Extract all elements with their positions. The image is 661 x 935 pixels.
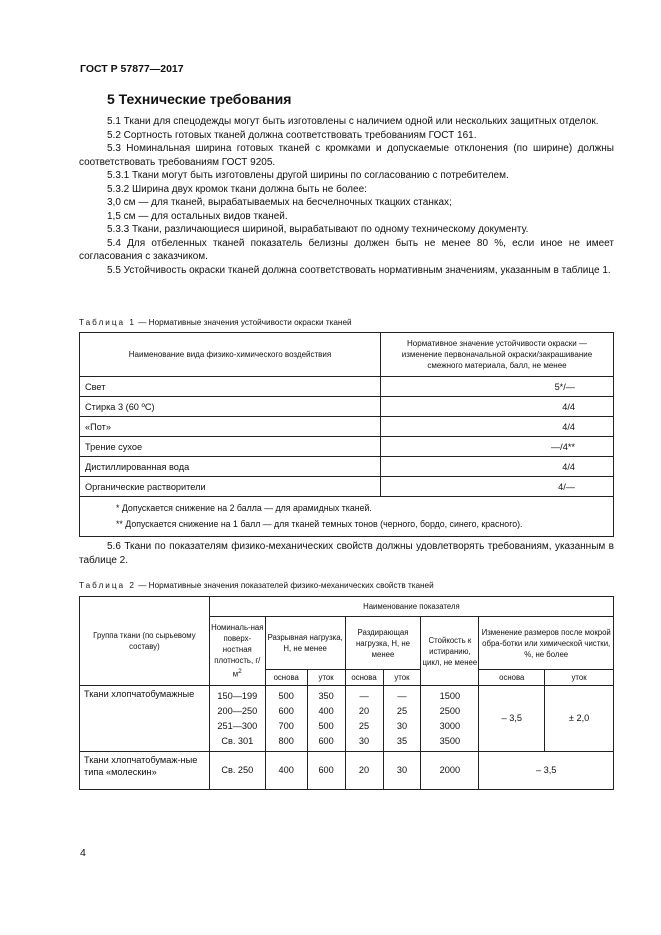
table1-cell-name: Трение сухое bbox=[80, 437, 381, 457]
paragraph-5-4: 5.4 Для отбеленных тканей показатель белизны должен быть не менее 80 %, если иное не имеет согласования с заказчиком. bbox=[79, 237, 614, 262]
cell-value: 30 bbox=[358, 735, 370, 746]
table-row bbox=[80, 477, 614, 497]
paragraph-5-5: 5.5 Устойчивость окраски тканей должна соответствовать нормативным значениям, указанным в таблице 1. bbox=[107, 264, 611, 276]
table1-caption-text: — Нормативные значения устойчивости окраски тканей bbox=[135, 318, 352, 327]
subheader-warp: основа bbox=[345, 670, 383, 686]
table1-cell-value: 4/4 bbox=[381, 457, 614, 477]
table2-header-dimension: Изменение размеров после мокрой обра-ботки или химической чистки, %, не более bbox=[479, 617, 614, 670]
table1-cell-value: —/4** bbox=[381, 437, 614, 457]
subheader-weft: уток bbox=[545, 670, 614, 686]
table2-cell-break-weft bbox=[307, 686, 345, 752]
cell-value: 2500 bbox=[439, 705, 461, 716]
subheader-warp: основа bbox=[265, 670, 307, 686]
table2-cell-dim: – 3,5 bbox=[479, 752, 614, 790]
table1-cell-value: 4/4 bbox=[381, 397, 614, 417]
table-row bbox=[80, 686, 614, 752]
requirements-text bbox=[79, 115, 614, 277]
cell-value: — bbox=[397, 690, 407, 701]
table1-cell-value: 4/4 bbox=[381, 417, 614, 437]
paragraph-5-3-1: 5.3.1 Ткани могут быть изготовлены другой ширины по согласованию с потребителем. bbox=[107, 170, 509, 181]
cell-value: 800 bbox=[278, 735, 294, 746]
cell-value: 1500 bbox=[439, 690, 461, 701]
cell-value: 150—199 bbox=[217, 690, 258, 701]
table2-header-density-sup: 2 bbox=[238, 668, 242, 676]
table2-caption-label: Таблица 2 bbox=[79, 581, 136, 590]
cell-value: 200—250 bbox=[217, 705, 258, 716]
subheader-warp: основа bbox=[479, 670, 545, 686]
cell-value: — bbox=[359, 690, 369, 701]
subheader-weft: уток bbox=[383, 670, 421, 686]
table2-header-abrasion: Стойкость к истиранию, цикл, не менее bbox=[421, 617, 479, 686]
paragraph-5-3-3: 5.3.3 Ткани, различающиеся шириной, вырабатывают по одному техническому документу. bbox=[107, 224, 529, 235]
table-row bbox=[80, 457, 614, 477]
cell-value: 251—300 bbox=[217, 720, 258, 731]
cell-value: 30 bbox=[396, 720, 408, 731]
table2-cell-density bbox=[209, 686, 265, 752]
paragraph-5-2: 5.2 Сортность готовых тканей должна соответствовать требованиям ГОСТ 161. bbox=[107, 129, 477, 141]
table1-cell-name: Свет bbox=[80, 377, 381, 397]
table-row bbox=[80, 437, 614, 457]
table2-group-moleskin: Ткани хлопчатобумаж-ные типа «молескин» bbox=[80, 752, 210, 790]
table1-cell-name: «Пот» bbox=[80, 417, 381, 437]
paragraph-5-6: 5.6 Ткани по показателям физико-механических свойств должны удовлетворять требованиям, указанным в таблице 2. bbox=[79, 541, 614, 566]
table1-cell-value: 4/— bbox=[381, 477, 614, 497]
table2-cell-abrasion bbox=[421, 686, 479, 752]
table2-header-indicators: Наименование показателя bbox=[209, 597, 613, 617]
table2-cell-density: Св. 250 bbox=[209, 752, 265, 790]
table1-caption bbox=[79, 318, 352, 327]
table1-cell-name: Органические растворители bbox=[80, 477, 381, 497]
cell-value: 25 bbox=[396, 705, 408, 716]
list-item-1-5cm: 1,5 см — для остальных видов тканей. bbox=[107, 210, 288, 222]
list-item-3cm: 3,0 см — для тканей, вырабатываемых на бесчелночных ткацких станках; bbox=[107, 197, 452, 208]
table1-col-header-influence: Наименование вида физико-химического воздействия bbox=[80, 333, 381, 377]
table2-physical-properties bbox=[79, 596, 614, 790]
table1-footnotes bbox=[80, 497, 614, 537]
table2-cell-tear-weft: 30 bbox=[383, 752, 421, 790]
table-row bbox=[80, 752, 614, 790]
cell-value: 3000 bbox=[439, 720, 461, 731]
cell-value: 25 bbox=[358, 720, 370, 731]
table2-cell-break-warp: 400 bbox=[265, 752, 307, 790]
subheader-weft: уток bbox=[307, 670, 345, 686]
table1-caption-label: Таблица 1 bbox=[79, 318, 136, 327]
table-row bbox=[80, 417, 614, 437]
cell-value: 700 bbox=[278, 720, 294, 731]
table2-cell-dim-warp: – 3,5 bbox=[479, 686, 545, 752]
cell-value: 600 bbox=[278, 705, 294, 716]
table2-cell-tear-warp bbox=[345, 686, 383, 752]
table2-header-breaking: Разрывная нагрузка, Н, не менее bbox=[265, 617, 345, 670]
page-number: 4 bbox=[80, 847, 86, 859]
table1-col-header-value: Нормативное значение устойчивости окраски — изменение первоначальной окраски/закрашивание смежного материала, балл, не менее bbox=[381, 333, 614, 377]
paragraph-5-1: 5.1 Ткани для спецодежды могут быть изготовлены с наличием одной или нескольких защитных отделок. bbox=[107, 116, 599, 127]
cell-value: 3500 bbox=[439, 735, 461, 746]
table1-colorfastness bbox=[79, 332, 614, 537]
table1-cell-name: Дистиллированная вода bbox=[80, 457, 381, 477]
paragraph-5-6-block bbox=[79, 540, 614, 567]
table-row bbox=[80, 397, 614, 417]
cell-value: 20 bbox=[358, 705, 370, 716]
paragraph-5-3-2: 5.3.2 Ширина двух кромок ткани должна быть не более: bbox=[107, 183, 367, 195]
cell-value: 500 bbox=[278, 690, 294, 701]
table2-header-tearing: Раздирающая нагрузка, Н, не менее bbox=[345, 617, 421, 670]
cell-value: 500 bbox=[318, 720, 334, 731]
section-title: 5 Технические требования bbox=[107, 91, 292, 107]
table2-cell-tear-weft bbox=[383, 686, 421, 752]
table1-footnote-1: * Допускается снижение на 2 балла — для арамидных тканей. bbox=[116, 503, 372, 513]
table1-cell-value: 5*/— bbox=[381, 377, 614, 397]
cell-value: 35 bbox=[396, 735, 408, 746]
table2-cell-abrasion: 2000 bbox=[421, 752, 479, 790]
table2-cell-break-warp bbox=[265, 686, 307, 752]
table2-header-density-text: Номиналь-ная поверх-ностная плотность, г/м bbox=[211, 623, 264, 679]
cell-value: Св. 301 bbox=[221, 735, 254, 746]
paragraph-5-3: 5.3 Номинальная ширина готовых тканей с кромками и допускаемые отклонения (по ширине) должны соответствовать требованиям ГОСТ 9205. bbox=[79, 143, 614, 168]
table2-cell-tear-warp: 20 bbox=[345, 752, 383, 790]
table2-caption bbox=[79, 581, 434, 590]
cell-value: 400 bbox=[318, 705, 334, 716]
table1-footnote-2: ** Допускается снижение на 1 балл — для тканей темных тонов (черного, бордо, синего, красного). bbox=[116, 519, 523, 529]
table2-cell-dim-weft: ± 2,0 bbox=[545, 686, 614, 752]
cell-value: 600 bbox=[318, 735, 334, 746]
table1-cell-name: Стирка 3 (60 ºС) bbox=[80, 397, 381, 417]
table2-header-density bbox=[209, 617, 265, 686]
table-row bbox=[80, 377, 614, 397]
document-header: ГОСТ Р 57877—2017 bbox=[80, 63, 184, 75]
table2-header-group: Группа ткани (по сырьевому составу) bbox=[80, 597, 210, 686]
table2-caption-text: — Нормативные значения показателей физико-механических свойств тканей bbox=[135, 581, 434, 590]
table2-group-cotton: Ткани хлопчатобумажные bbox=[80, 686, 210, 752]
cell-value: 350 bbox=[318, 690, 334, 701]
table2-cell-break-weft: 600 bbox=[307, 752, 345, 790]
